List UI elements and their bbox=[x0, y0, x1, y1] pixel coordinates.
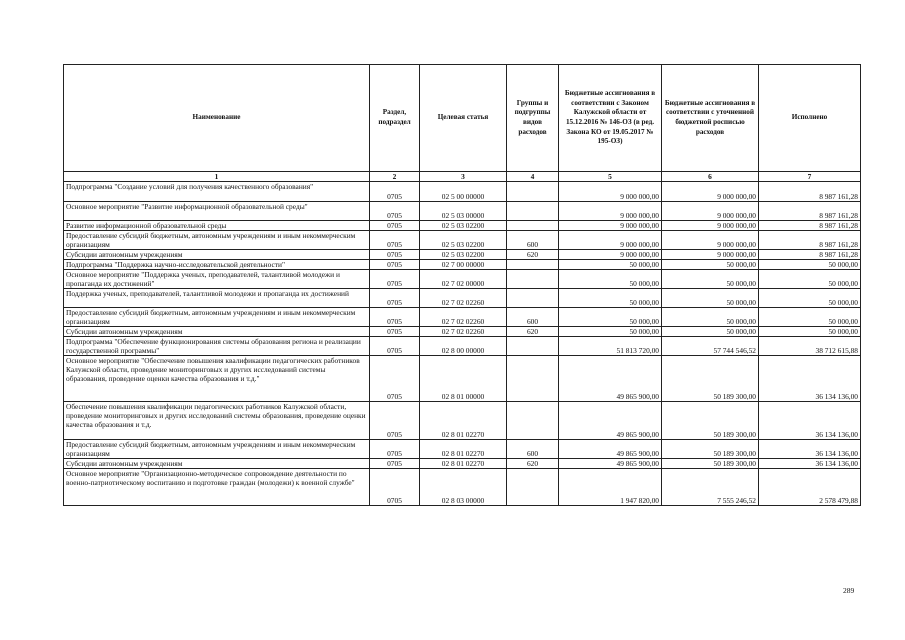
row-law-allocation: 9 000 000,00 bbox=[559, 231, 662, 250]
row-expense-group bbox=[507, 289, 559, 308]
row-executed: 2 578 479,88 bbox=[759, 469, 861, 506]
row-executed: 50 000,00 bbox=[759, 260, 861, 270]
row-expense-group: 600 bbox=[507, 440, 559, 459]
row-section: 0705 bbox=[370, 221, 420, 231]
row-section: 0705 bbox=[370, 469, 420, 506]
row-executed: 38 712 615,88 bbox=[759, 337, 861, 356]
row-name: Подпрограмма "Поддержка научно-исследовательской деятельности" bbox=[64, 260, 370, 270]
row-expense-group bbox=[507, 202, 559, 221]
row-law-allocation: 51 813 720,00 bbox=[559, 337, 662, 356]
table-row bbox=[64, 231, 861, 250]
row-section: 0705 bbox=[370, 260, 420, 270]
header-name: Наименование bbox=[64, 65, 370, 172]
row-law-allocation: 49 865 900,00 bbox=[559, 459, 662, 469]
row-expense-group bbox=[507, 469, 559, 506]
row-expense-group bbox=[507, 182, 559, 202]
row-section: 0705 bbox=[370, 440, 420, 459]
row-executed: 50 000,00 bbox=[759, 308, 861, 327]
column-number: 7 bbox=[759, 172, 861, 182]
row-name: Основное мероприятие "Поддержка ученых, преподавателей, талантливой молодежи и пропаганда их достижений" bbox=[64, 270, 370, 289]
row-expense-group bbox=[507, 260, 559, 270]
row-expense-group bbox=[507, 337, 559, 356]
row-executed: 36 134 136,00 bbox=[759, 440, 861, 459]
row-executed: 50 000,00 bbox=[759, 289, 861, 308]
row-law-allocation: 50 000,00 bbox=[559, 289, 662, 308]
row-target-article: 02 7 02 02260 bbox=[420, 308, 507, 327]
row-target-article: 02 5 00 00000 bbox=[420, 182, 507, 202]
row-section: 0705 bbox=[370, 270, 420, 289]
row-name: Субсидии автономным учреждениям bbox=[64, 250, 370, 260]
row-law-allocation: 49 865 900,00 bbox=[559, 440, 662, 459]
row-revised-allocation: 50 000,00 bbox=[662, 289, 759, 308]
row-target-article: 02 7 00 00000 bbox=[420, 260, 507, 270]
row-expense-group: 620 bbox=[507, 327, 559, 337]
row-name: Субсидии автономным учреждениям bbox=[64, 459, 370, 469]
header-law-allocation: Бюджетные ассигнования в соответствии с Законом Калужской области от 15.12.2016 № 146-ОЗ (в ред. Закона КО от 19.05.2017 № 195-ОЗ) bbox=[559, 65, 662, 172]
row-section: 0705 bbox=[370, 308, 420, 327]
row-target-article: 02 8 01 02270 bbox=[420, 402, 507, 440]
row-target-article: 02 5 03 02200 bbox=[420, 231, 507, 250]
column-number-row bbox=[64, 172, 861, 182]
row-section: 0705 bbox=[370, 231, 420, 250]
row-target-article: 02 8 01 02270 bbox=[420, 459, 507, 469]
row-law-allocation: 9 000 000,00 bbox=[559, 202, 662, 221]
row-expense-group bbox=[507, 356, 559, 402]
row-section: 0705 bbox=[370, 182, 420, 202]
header-revised-allocation: Бюджетные ассигнования в соответствии с уточненной бюджетной росписью расходов bbox=[662, 65, 759, 172]
table-row bbox=[64, 459, 861, 469]
row-expense-group: 600 bbox=[507, 231, 559, 250]
row-executed: 36 134 136,00 bbox=[759, 356, 861, 402]
table-row bbox=[64, 402, 861, 440]
row-law-allocation: 49 865 900,00 bbox=[559, 356, 662, 402]
table-row bbox=[64, 289, 861, 308]
row-law-allocation: 9 000 000,00 bbox=[559, 250, 662, 260]
row-law-allocation: 49 865 900,00 bbox=[559, 402, 662, 440]
row-name: Основное мероприятие "Организационно-методическое сопровождение деятельности по военно-патриотическому воспитанию и подготовке граждан (молодежи) к военной службе" bbox=[64, 469, 370, 506]
table-row bbox=[64, 202, 861, 221]
row-revised-allocation: 50 000,00 bbox=[662, 327, 759, 337]
row-name: Обеспечение повышения квалификации педагогических работников Калужской области, проведение мониторинговых и других исследований системы образования, проведение оценки качества образования и т.д. bbox=[64, 402, 370, 440]
row-section: 0705 bbox=[370, 402, 420, 440]
row-target-article: 02 5 03 02200 bbox=[420, 250, 507, 260]
row-section: 0705 bbox=[370, 459, 420, 469]
column-number: 5 bbox=[559, 172, 662, 182]
column-number: 4 bbox=[507, 172, 559, 182]
row-name: Основное мероприятие "Развитие информационной образовательной среды" bbox=[64, 202, 370, 221]
row-executed: 8 987 161,28 bbox=[759, 250, 861, 260]
row-expense-group bbox=[507, 221, 559, 231]
column-number: 1 bbox=[64, 172, 370, 182]
row-expense-group: 620 bbox=[507, 459, 559, 469]
table-row bbox=[64, 469, 861, 506]
row-target-article: 02 7 02 02260 bbox=[420, 327, 507, 337]
row-section: 0705 bbox=[370, 337, 420, 356]
row-executed: 36 134 136,00 bbox=[759, 402, 861, 440]
row-target-article: 02 8 03 00000 bbox=[420, 469, 507, 506]
row-name: Предоставление субсидий бюджетным, автономным учреждениям и иным некоммерческим организациям bbox=[64, 440, 370, 459]
table-row bbox=[64, 270, 861, 289]
row-target-article: 02 7 02 00000 bbox=[420, 270, 507, 289]
row-target-article: 02 5 03 02200 bbox=[420, 221, 507, 231]
row-expense-group: 620 bbox=[507, 250, 559, 260]
row-revised-allocation: 7 555 246,52 bbox=[662, 469, 759, 506]
row-executed: 8 987 161,28 bbox=[759, 202, 861, 221]
row-name: Основное мероприятие "Обеспечение повышения квалификации педагогических работников Калужской области, проведение мониторинговых и других исследований системы образования, проведение оценки качества образования и т.д." bbox=[64, 356, 370, 402]
table-row bbox=[64, 440, 861, 459]
row-revised-allocation: 9 000 000,00 bbox=[662, 231, 759, 250]
row-target-article: 02 5 03 00000 bbox=[420, 202, 507, 221]
row-target-article: 02 8 00 00000 bbox=[420, 337, 507, 356]
row-section: 0705 bbox=[370, 202, 420, 221]
row-section: 0705 bbox=[370, 289, 420, 308]
row-name: Развитие информационной образовательной среды bbox=[64, 221, 370, 231]
row-revised-allocation: 57 744 546,52 bbox=[662, 337, 759, 356]
row-law-allocation: 1 947 820,00 bbox=[559, 469, 662, 506]
row-name: Предоставление субсидий бюджетным, автономным учреждениям и иным некоммерческим организациям bbox=[64, 231, 370, 250]
row-revised-allocation: 9 000 000,00 bbox=[662, 202, 759, 221]
row-section: 0705 bbox=[370, 356, 420, 402]
column-number: 3 bbox=[420, 172, 507, 182]
table-row bbox=[64, 327, 861, 337]
row-law-allocation: 50 000,00 bbox=[559, 308, 662, 327]
row-revised-allocation: 9 000 000,00 bbox=[662, 221, 759, 231]
row-law-allocation: 9 000 000,00 bbox=[559, 221, 662, 231]
row-law-allocation: 50 000,00 bbox=[559, 327, 662, 337]
row-revised-allocation: 50 189 300,00 bbox=[662, 402, 759, 440]
row-revised-allocation: 50 189 300,00 bbox=[662, 440, 759, 459]
row-law-allocation: 9 000 000,00 bbox=[559, 182, 662, 202]
row-section: 0705 bbox=[370, 327, 420, 337]
header-expense-group: Группы и подгруппы видов расходов bbox=[507, 65, 559, 172]
table-row bbox=[64, 356, 861, 402]
header-row bbox=[64, 65, 861, 172]
row-target-article: 02 8 01 00000 bbox=[420, 356, 507, 402]
row-executed: 36 134 136,00 bbox=[759, 459, 861, 469]
row-executed: 50 000,00 bbox=[759, 327, 861, 337]
row-name: Подпрограмма "Создание условий для получения качественного образования" bbox=[64, 182, 370, 202]
page-number: 289 bbox=[843, 586, 855, 595]
row-section: 0705 bbox=[370, 250, 420, 260]
row-revised-allocation: 9 000 000,00 bbox=[662, 250, 759, 260]
column-number: 6 bbox=[662, 172, 759, 182]
row-expense-group bbox=[507, 402, 559, 440]
column-number: 2 bbox=[370, 172, 420, 182]
row-expense-group: 600 bbox=[507, 308, 559, 327]
row-name: Поддержка ученых, преподавателей, талантливой молодежи и пропаганда их достижений bbox=[64, 289, 370, 308]
table-row bbox=[64, 308, 861, 327]
row-executed: 8 987 161,28 bbox=[759, 182, 861, 202]
row-executed: 8 987 161,28 bbox=[759, 221, 861, 231]
row-name: Субсидии автономным учреждениям bbox=[64, 327, 370, 337]
table-row bbox=[64, 182, 861, 202]
row-revised-allocation: 50 189 300,00 bbox=[662, 459, 759, 469]
budget-table bbox=[63, 64, 861, 506]
header-target-article: Целевая статья bbox=[420, 65, 507, 172]
row-revised-allocation: 50 000,00 bbox=[662, 308, 759, 327]
row-law-allocation: 50 000,00 bbox=[559, 260, 662, 270]
table-row bbox=[64, 221, 861, 231]
row-revised-allocation: 9 000 000,00 bbox=[662, 182, 759, 202]
row-revised-allocation: 50 000,00 bbox=[662, 270, 759, 289]
row-law-allocation: 50 000,00 bbox=[559, 270, 662, 289]
row-executed: 50 000,00 bbox=[759, 270, 861, 289]
table-row bbox=[64, 250, 861, 260]
header-section: Раздел, подраздел bbox=[370, 65, 420, 172]
header-executed: Исполнено bbox=[759, 65, 861, 172]
row-revised-allocation: 50 189 300,00 bbox=[662, 356, 759, 402]
table-row bbox=[64, 337, 861, 356]
row-name: Подпрограмма "Обеспечение функционирования системы образования региона и реализации государственной программы" bbox=[64, 337, 370, 356]
row-target-article: 02 8 01 02270 bbox=[420, 440, 507, 459]
row-target-article: 02 7 02 02260 bbox=[420, 289, 507, 308]
row-expense-group bbox=[507, 270, 559, 289]
row-name: Предоставление субсидий бюджетным, автономным учреждениям и иным некоммерческим организациям bbox=[64, 308, 370, 327]
table-row bbox=[64, 260, 861, 270]
row-executed: 8 987 161,28 bbox=[759, 231, 861, 250]
row-revised-allocation: 50 000,00 bbox=[662, 260, 759, 270]
